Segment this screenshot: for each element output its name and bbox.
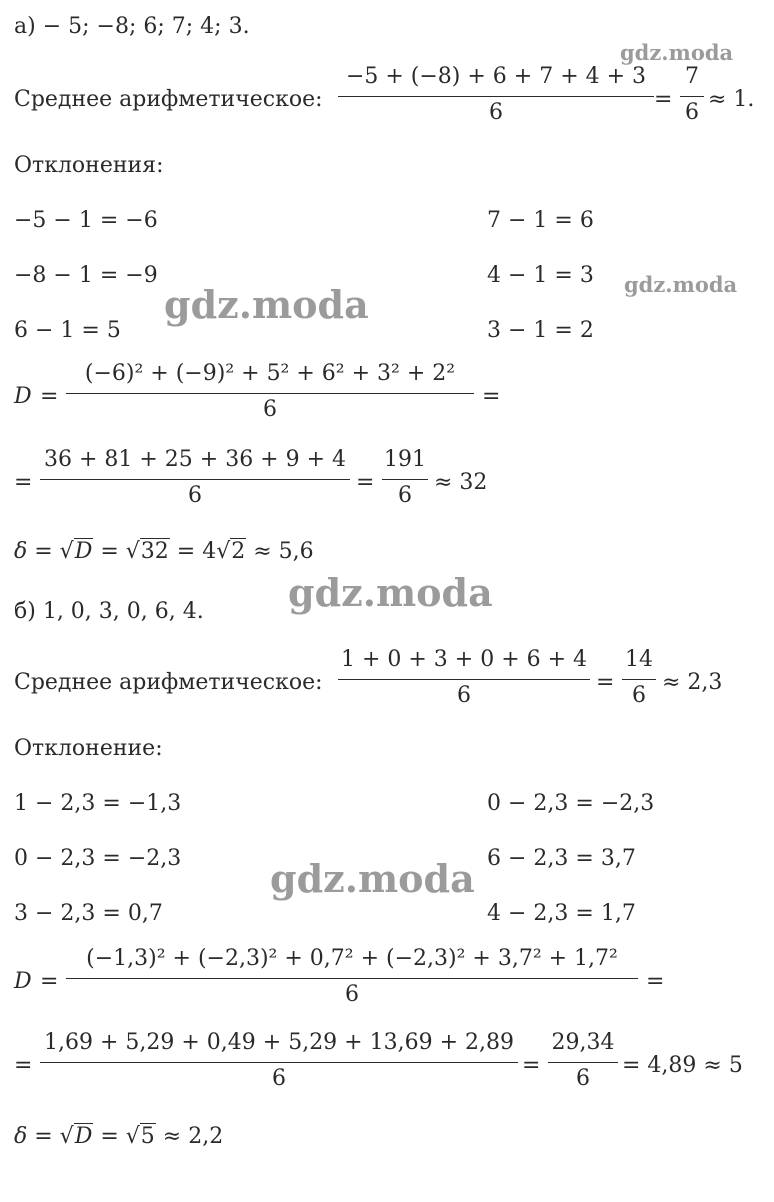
part-b-heading	[14, 601, 204, 623]
part-a-variance-result-fraction	[382, 447, 428, 509]
part-a-variance-denominator: 6	[263, 397, 277, 422]
part-a-data: − 5; −8; 6; 7; 4; 3.	[42, 14, 250, 39]
part-b-deviation-3: 0 − 2,3 = −2,3	[14, 846, 182, 871]
radicand: 5	[140, 1124, 155, 1149]
part-a-variance-symbol: D	[14, 384, 32, 409]
part-b-variance-numerator: (−1,3)² + (−2,3)² + 0,7² + (−2,3)² + 3,7² + 1,7²	[86, 946, 618, 971]
part-a-variance-approx: ≈ 32	[434, 470, 488, 495]
approx-value: ≈ 2,2	[162, 1124, 224, 1149]
part-a-variance-sum-fraction	[40, 447, 350, 509]
part-b-mean-numerator: 1 + 0 + 3 + 0 + 6 + 4	[340, 647, 588, 672]
part-b-variance-result: = 4,89 ≈ 5	[622, 1053, 743, 1078]
part-b-deviation-title: Отклонение:	[14, 736, 163, 761]
part-a-deviation-4: 4 − 1 = 3	[487, 263, 594, 288]
equals-sign: =	[482, 384, 501, 409]
part-a-variance-fraction	[66, 361, 474, 423]
equals-sign: =	[646, 969, 665, 994]
numerator: 14	[625, 647, 653, 672]
part-a-deviation-3: −8 − 1 = −9	[14, 263, 158, 288]
part-a-variance-sum-denominator: 6	[188, 483, 202, 508]
part-b-variance-result-fraction	[548, 1030, 618, 1092]
part-a-deviation-title: Отклонения:	[14, 153, 164, 178]
part-b-variance-denominator: 6	[345, 982, 359, 1007]
equals-sign: =	[596, 670, 615, 695]
part-a-mean-fraction	[338, 64, 654, 126]
radicand: 2	[231, 539, 246, 564]
part-a-deviation-1: −5 − 1 = −6	[14, 208, 158, 233]
part-a-mean-result-fraction	[680, 64, 704, 126]
equals-sign: =	[14, 1053, 33, 1078]
fraction-bar	[548, 1062, 618, 1063]
part-b-label: б)	[14, 599, 36, 624]
radicand: D	[74, 1124, 93, 1149]
fraction-bar	[66, 978, 638, 979]
numerator: 29,34	[551, 1030, 615, 1055]
fraction-bar	[622, 679, 656, 680]
part-a-mean-denominator: 6	[489, 100, 503, 125]
radicand: D	[74, 539, 93, 564]
part-a-deviation-5: 6 − 1 = 5	[14, 318, 121, 343]
denominator: 6	[632, 683, 646, 708]
part-a-std-deviation: δ = √D = √32 = 4√2 ≈ 5,6	[14, 539, 314, 564]
part-a-mean-label: Среднее арифметическое:	[14, 87, 323, 112]
fraction-bar	[680, 96, 704, 97]
part-b-variance-symbol: D	[14, 969, 32, 994]
part-a-heading	[14, 16, 250, 38]
approx-value: ≈ 5,6	[253, 539, 314, 564]
part-a-variance-numerator: (−6)² + (−9)² + 5² + 6² + 3² + 2²	[84, 361, 456, 386]
part-b-deviation-2: 0 − 2,3 = −2,3	[487, 791, 655, 816]
part-b-deviation-6: 4 − 2,3 = 1,7	[487, 901, 636, 926]
part-b-variance-sum-fraction	[40, 1030, 518, 1092]
equals-sign: =	[654, 87, 673, 112]
fraction-bar	[40, 1062, 518, 1063]
watermark-small-top: gdz.moda	[620, 40, 734, 65]
part-a-deviation-6: 3 − 1 = 2	[487, 318, 594, 343]
part-a-deviation-2: 7 − 1 = 6	[487, 208, 594, 233]
watermark-large-3: gdz.moda	[270, 856, 475, 901]
numerator: 7	[685, 64, 699, 89]
part-b-variance-sum-numerator: 1,69 + 5,29 + 0,49 + 5,29 + 13,69 + 2,89	[43, 1030, 514, 1055]
part-b-variance-fraction	[66, 946, 638, 1008]
fraction-bar	[338, 679, 590, 680]
part-b-deviation-5: 3 − 2,3 = 0,7	[14, 901, 163, 926]
part-b-mean-result-fraction	[622, 647, 656, 709]
part-a-label: а)	[14, 14, 36, 39]
part-a-mean-approx: ≈ 1.	[708, 87, 755, 112]
watermark-large-2: gdz.moda	[288, 570, 493, 615]
watermark-small-mid: gdz.moda	[624, 272, 738, 297]
radicand: 32	[140, 539, 169, 564]
fraction-bar	[66, 393, 474, 394]
denominator: 6	[576, 1066, 590, 1091]
denominator: 6	[398, 483, 412, 508]
watermark-large-1: gdz.moda	[164, 282, 369, 327]
part-b-mean-fraction	[338, 647, 590, 709]
denominator: 6	[685, 100, 699, 125]
part-b-mean-denominator: 6	[457, 683, 471, 708]
sigma-symbol: δ	[14, 1124, 28, 1149]
part-b-deviation-1: 1 − 2,3 = −1,3	[14, 791, 182, 816]
sigma-symbol: δ	[14, 539, 28, 564]
equals-sign: =	[40, 384, 59, 409]
fraction-bar	[338, 96, 654, 97]
part-a-mean-numerator: −5 + (−8) + 6 + 7 + 4 + 3	[345, 64, 647, 89]
part-b-variance-sum-denominator: 6	[272, 1066, 286, 1091]
fraction-bar	[40, 479, 350, 480]
coefficient: 4	[202, 539, 217, 564]
part-b-mean-approx: ≈ 2,3	[662, 670, 723, 695]
part-b-std-deviation: δ = √D = √5 ≈ 2,2	[14, 1124, 224, 1149]
part-b-mean-label: Среднее арифметическое:	[14, 670, 323, 695]
equals-sign: =	[14, 470, 33, 495]
numerator: 191	[384, 447, 426, 472]
fraction-bar	[382, 479, 428, 480]
part-b-data: 1, 0, 3, 0, 6, 4.	[42, 599, 204, 624]
part-a-variance-sum-numerator: 36 + 81 + 25 + 36 + 9 + 4	[43, 447, 347, 472]
part-b-deviation-4: 6 − 2,3 = 3,7	[487, 846, 636, 871]
equals-sign: =	[356, 470, 375, 495]
equals-sign: =	[522, 1053, 541, 1078]
equals-sign: =	[40, 969, 59, 994]
